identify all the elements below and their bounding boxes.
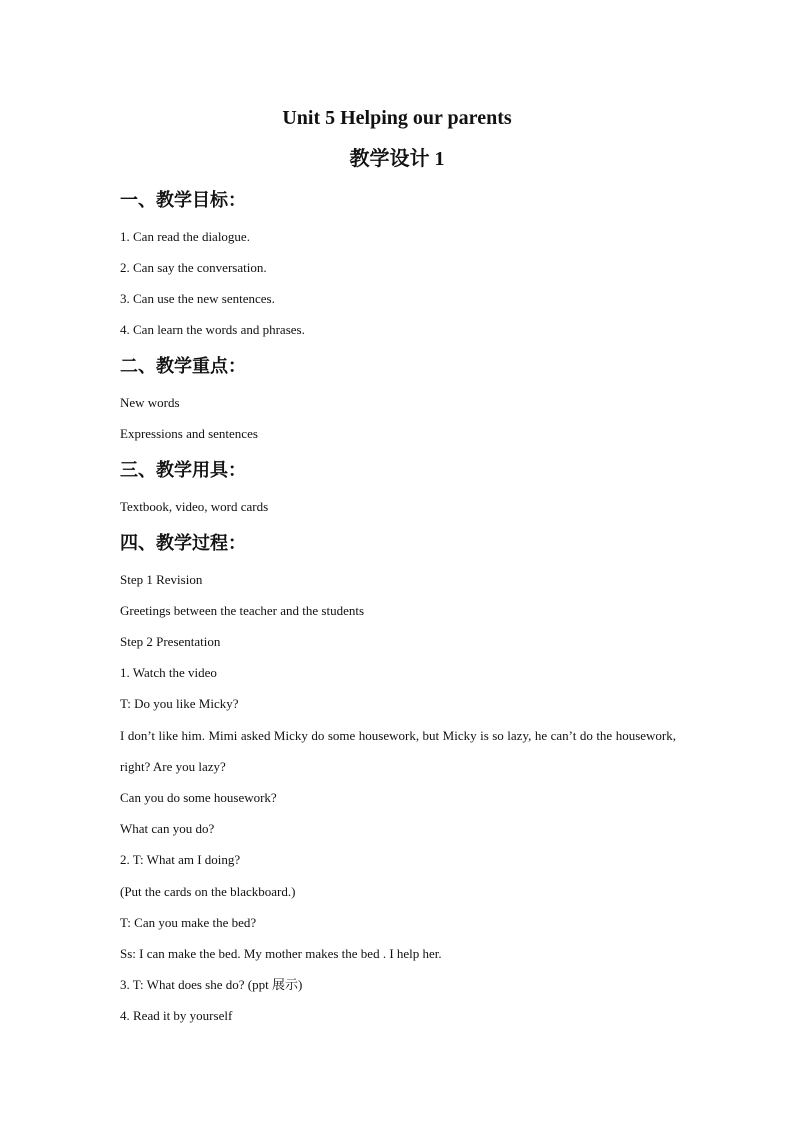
procedure-line: Can you do some housework? [120, 790, 277, 805]
procedure-line: 2. T: What am I doing? [120, 852, 241, 867]
procedure-line: 3. T: What does she do? (ppt 展示) [120, 977, 303, 992]
procedure-line: Step 2 Presentation [120, 634, 221, 649]
document-title: Unit 5 Helping our parents [282, 107, 512, 129]
objective-item: 1. Can read the dialogue. [120, 229, 250, 244]
teaching-aid-item: Textbook, video, word cards [120, 499, 269, 514]
section-heading-procedure: 四、教学过程： [120, 533, 246, 554]
section-heading-teaching-aids: 三、教学用具： [120, 460, 246, 481]
section-heading-key-points: 二、教学重点： [120, 356, 246, 377]
document-subtitle: 教学设计 1 [349, 148, 445, 170]
procedure-line: Step 1 Revision [120, 572, 203, 587]
procedure-line: 4. Read it by yourself [120, 1008, 233, 1023]
objective-item: 4. Can learn the words and phrases. [120, 322, 305, 337]
procedure-line: Greetings between the teacher and the students [120, 603, 365, 618]
objective-item: 2. Can say the conversation. [120, 260, 267, 275]
procedure-line: Ss: I can make the bed. My mother makes the bed . I help her. [120, 946, 442, 961]
key-point-item: New words [120, 395, 180, 410]
procedure-line: What can you do? [120, 821, 215, 836]
procedure-line: 1. Watch the video [120, 665, 217, 680]
section-heading-objectives: 一、教学目标： [120, 190, 246, 211]
key-point-item: Expressions and sentences [120, 426, 258, 441]
objective-item: 3. Can use the new sentences. [120, 291, 275, 306]
procedure-line: (Put the cards on the blackboard.) [120, 884, 296, 899]
procedure-paragraph: I don’t like him. Mimi asked Micky do some housework, but Micky is so lazy, he can’t do the housework, right? Are you lazy? [120, 728, 676, 774]
procedure-line: T: Do you like Micky? [120, 696, 239, 711]
procedure-line: T: Can you make the bed? [120, 915, 257, 930]
